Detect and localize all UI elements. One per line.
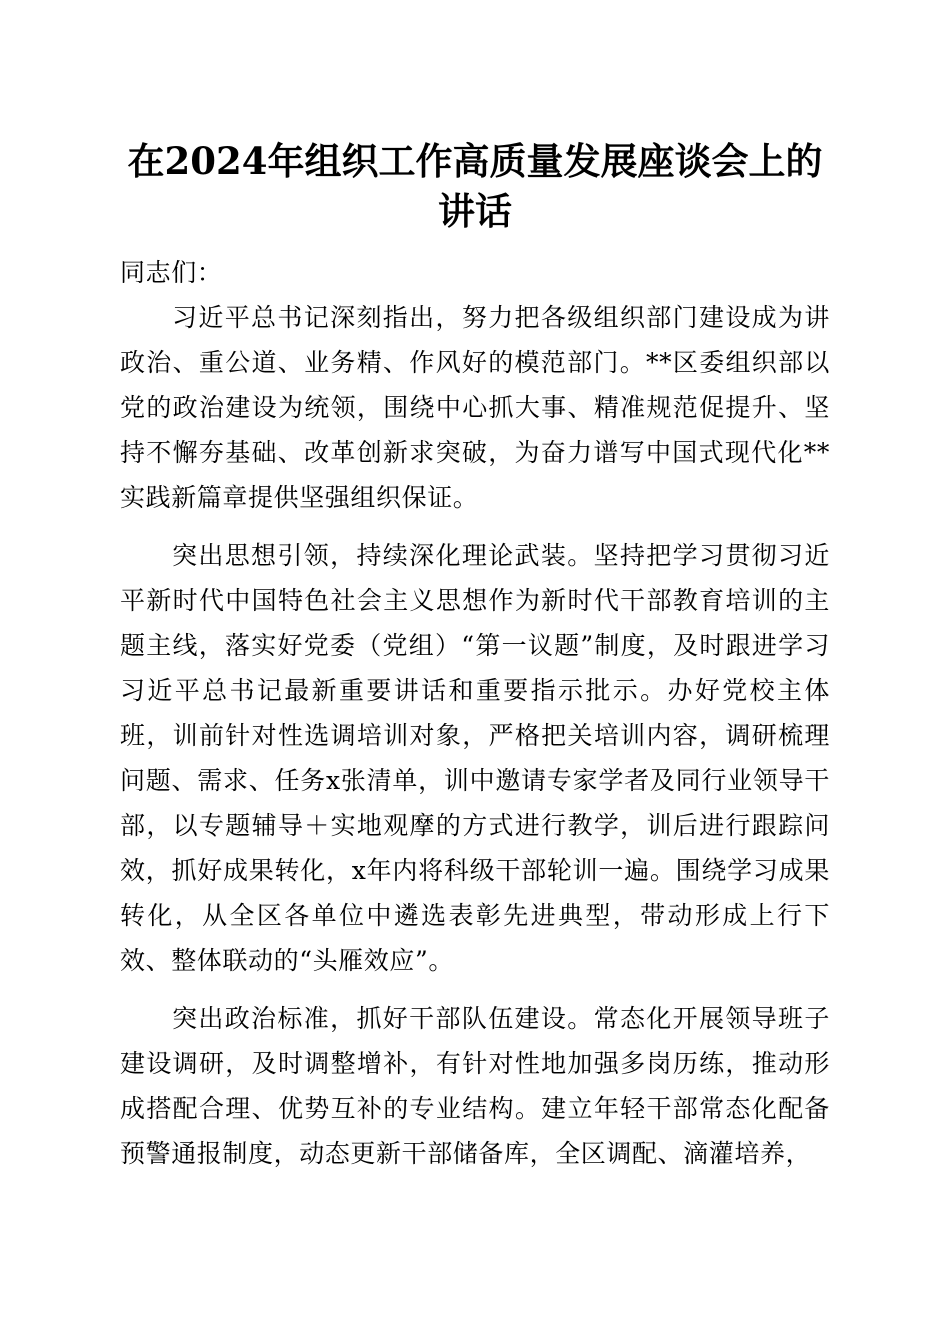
paragraph-intro: 习近平总书记深刻指出，努力把各级组织部门建设成为讲政治、重公道、业务精、作风好的模范部门。**区委组织部以党的政治建设为统领，围绕中心抓大事、精准规范促提升、坚持不懈夯基础、改革创新求突破，为奋力谱写中国式现代化**实践新篇章提供坚强组织保证。 — [120, 303, 830, 512]
document-body — [120, 250, 830, 1189]
salutation: 同志们： — [120, 258, 223, 287]
paragraph-cadre: 突出政治标准，抓好干部队伍建设。常态化开展领导班子建设调研，及时调整增补，有针对性地加强多岗历练，推动形成搭配合理、优势互补的专业结构。建立年轻干部常态化配备预警通报制度，动态更新干部储备库，全区调配、滴灌培养， — [120, 1004, 830, 1168]
paragraph-theory: 突出思想引领，持续深化理论武装。坚持把学习贯彻习近平新时代中国特色社会主义思想作为新时代干部教育培训的主题主线，落实好党委（党组）“第一议题”制度，及时跟进学习习近平总书记最新重要讲话和重要指示批示。办好党校主体班，训前针对性选调培训对象，严格把关培训内容，调研梳理问题、需求、任务x张清单，训中邀请专家学者及同行业领导干部，以专题辅导＋实地观摩的方式进行教学，训后进行跟踪问效，抓好成果转化，x年内将科级干部轮训一遍。围绕学习成果转化，从全区各单位中遴选表彰先进典型，带动形成上行下效、整体联动的“头雁效应”。 — [120, 541, 830, 975]
document-title: 在2024年组织工作高质量发展座谈会上的讲话 — [127, 139, 823, 233]
